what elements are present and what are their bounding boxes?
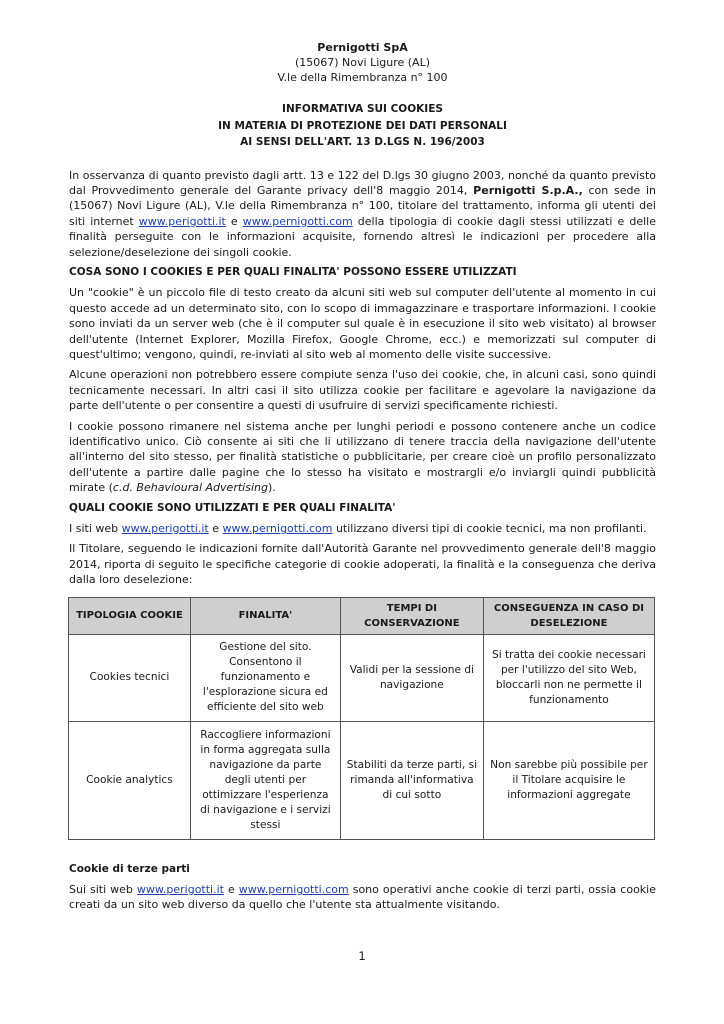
table-cell: Cookie analytics [69, 721, 191, 839]
table-cell: Validi per la sessione di navigazione [340, 634, 483, 721]
title-line-2: IN MATERIA DI PROTEZIONE DEI DATI PERSONALI [218, 119, 507, 132]
third-text-a: Sui siti web [69, 883, 137, 897]
link-pernigotti[interactable]: www.pernigotti.com [238, 883, 349, 897]
section-heading-what-are-cookies: COSA SONO I COOKIES E PER QUALI FINALITA' POSSONO ESSERE UTILIZZATI [69, 265, 517, 278]
cookie-definition-paragraph: Un "cookie" è un piccolo file di testo creato da alcuni siti web sul computer dell'utente al momento in cui questo accede ad un determinato sito, con lo scopo di immagazzinare e trasportare informazioni. I cookie sono inviati da un server web (che è il computer sul quale è in esecuzione il sito web visitato) al browser dell'utente (Internet Explorer, Mozilla Firefox, Google Chrome, ecc.) e memorizzati sul computer di quest'ultimo; vengono, quindi, re-inviati al sito web al momento delle visite successive. [69, 286, 656, 361]
table-row [69, 721, 655, 839]
link-perigotti[interactable]: www.perigotti.it [136, 883, 224, 897]
cookie-tracking-end: ). [267, 481, 276, 495]
company-address: V.le della Rimembranza n° 100 [277, 71, 448, 84]
cookie-tracking-text: I cookie possono rimanere nel sistema anche per lunghi periodi e possono contenere anche un codice identificativo unico. Ciò consente ai siti che li utilizzano di tenere traccia della navigazione dell'utente all'interno del sito stesso, per finalità statistiche o pubblicitarie, per creare cioè un profilo personalizzato dell'utente a partire dalle pagine che lo stesso ha visitato e mostrargli e/o inviargli quindi pubblicità mirate ( [69, 419, 656, 495]
document-body [69, 168, 656, 913]
intro-company-bold: Pernigotti S.p.A., [473, 183, 583, 197]
third-text-c: sono operativi anche cookie di terzi parti, ossia cookie creati da un sito web diverso da quello che l'utente sta attualmente visitando. [69, 883, 656, 912]
company-city: (15067) Novi Ligure (AL) [294, 56, 430, 69]
link-perigotti[interactable]: www.perigotti.it [138, 214, 226, 228]
table-header-row [69, 597, 655, 634]
page-number: 1 [358, 949, 366, 963]
header-finalita: FINALITA' [190, 597, 340, 634]
cookie-tracking-paragraph [69, 419, 656, 496]
document-title [69, 101, 656, 151]
intro-text-2: con sede in (15067) Novi Ligure (AL), V.le della Rimembranza n° 100, titolare del trattamento, informa gli utenti dei siti internet [69, 183, 657, 228]
table-cell: Si tratta dei cookie necessari per l'utilizzo del sito Web, bloccarli non ne permette il funzionamento [483, 634, 654, 721]
table-row [69, 634, 655, 721]
third-party-section [69, 862, 656, 913]
company-name: Pernigotti SpA [317, 41, 408, 54]
sites-cookie-paragraph [69, 521, 656, 536]
third-party-paragraph [69, 882, 656, 913]
table-cell: Stabiliti da terze parti, si rimanda all'informativa di cui sotto [340, 721, 483, 839]
table-cell: Gestione del sito. Consentono il funzionamento e l'esplorazione sicura ed efficiente del sito web [190, 634, 340, 721]
section-heading-third-party: Cookie di terze parti [69, 862, 190, 875]
link-pernigotti[interactable]: www.pernigotti.com [242, 214, 353, 228]
behavioural-advertising-term: c.d. Behavioural Advertising [112, 481, 268, 495]
cookie-categories-table [68, 597, 655, 840]
header-tempi: TEMPI DI CONSERVAZIONE [340, 597, 483, 634]
title-line-3: AI SENSI DELL'ART. 13 D.LGS N. 196/2003 [240, 136, 485, 148]
titolare-paragraph: Il Titolare, seguendo le indicazioni fornite dall'Autorità Garante nel provvedimento generale dell'8 maggio 2014, riporta di seguito le specifiche categorie di cookie adoperati, la finalità e la conseguenza che deriva dalla loro deselezione: [69, 542, 656, 587]
cookie-necessity-paragraph: Alcune operazioni non potrebbero essere compiute senza l'uso dei cookie, che, in alcuni casi, sono quindi tecnicamente necessari. In altri casi il sito utilizza cookie per facilitare e agevolare la navigazione da parte dell'utente o per consentire a questi di usufruire di servizi specificamente richiesti. [69, 368, 656, 413]
sites-text-b: e [208, 522, 223, 536]
sites-text-a: I siti web [69, 522, 122, 536]
table-cell: Cookies tecnici [69, 634, 191, 721]
header-conseguenza: CONSEGUENZA IN CASO DI DESELEZIONE [483, 597, 654, 634]
intro-text-1: In osservanza di quanto previsto dagli artt. 13 e 122 del D.lgs 30 giugno 2003, nonché da quanto previsto dal Provvedimento generale del Garante privacy dell'8 maggio 2014, [69, 168, 656, 197]
link-pernigotti[interactable]: www.pernigotti.com [222, 522, 333, 536]
header-tipologia: TIPOLOGIA COOKIE [69, 597, 191, 634]
sites-text-c: utilizzano diversi tipi di cookie tecnici, ma non profilanti. [332, 522, 647, 536]
third-text-b: e [223, 883, 239, 897]
table-cell: Raccogliere informazioni in forma aggregata sulla navigazione da parte degli utenti per ottimizzare l'esperienza di navigazione e i servizi stessi [190, 721, 340, 839]
link-perigotti[interactable]: www.perigotti.it [121, 522, 209, 536]
intro-paragraph [69, 168, 656, 260]
title-line-1: INFORMATIVA SUI COOKIES [282, 103, 443, 115]
company-header [69, 40, 656, 85]
intro-text-3: e [225, 214, 243, 228]
intro-text-4: della tipologia di cookie dagli stessi utilizzati e delle finalità perseguite con le informazioni acquisite, fornendo altresì le indicazioni per procedere alla selezione/deselezione dei singoli cookie. [69, 214, 656, 259]
table-cell: Non sarebbe più possibile per il Titolare acquisire le informazioni aggregate [483, 721, 654, 839]
section-heading-cookies-used: QUALI COOKIE SONO UTILIZZATI E PER QUALI FINALITA' [69, 501, 396, 514]
